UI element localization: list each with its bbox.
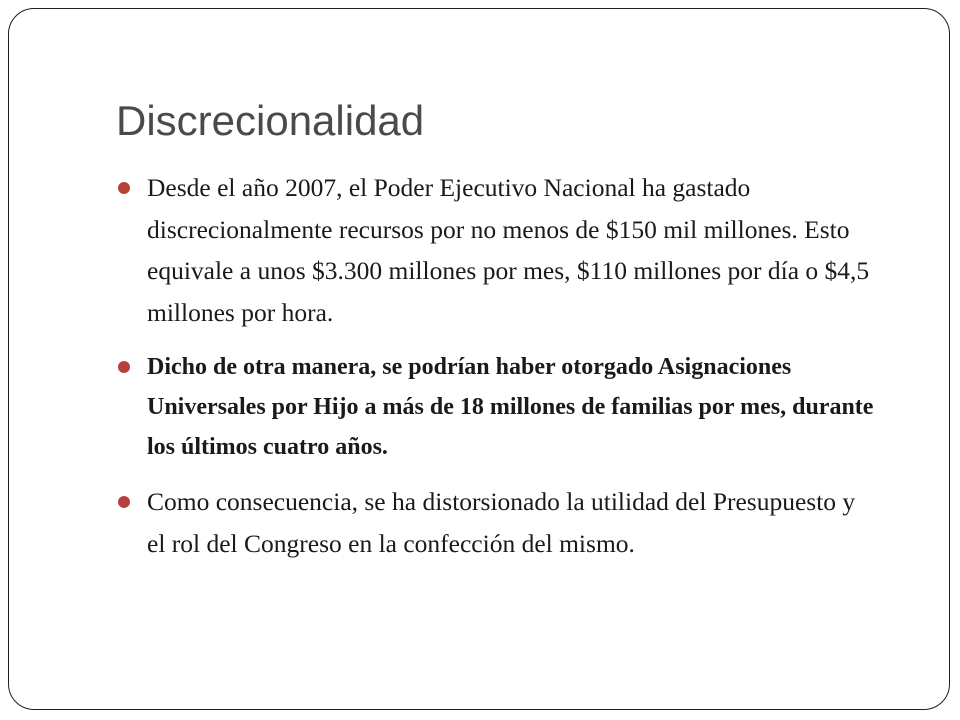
- bullet-dot-icon: [118, 496, 130, 508]
- slide-frame: [8, 8, 950, 710]
- bullet-dot-icon: [118, 182, 130, 194]
- bullet-item: [116, 347, 876, 467]
- bullet-item: [116, 167, 876, 333]
- slide-title: Discrecionalidad: [116, 97, 425, 144]
- bullet-dot-icon: [118, 361, 130, 373]
- bullet-list: [116, 167, 876, 578]
- bullet-text: Dicho de otra manera, se podrían haber otorgado Asignaciones Universales por Hijo a más de 18 millones de familias por mes, durante los últimos cuatro años.: [147, 354, 874, 460]
- bullet-item: [116, 481, 876, 564]
- bullet-text: Como consecuencia, se ha distorsionado la utilidad del Presupuesto y el rol del Congreso en la confección del mismo.: [147, 487, 856, 558]
- bullet-text: Desde el año 2007, el Poder Ejecutivo Nacional ha gastado discrecionalmente recursos por no menos de $150 mil millones. Esto equivale a unos $3.300 millones por mes, $110 millones por día o $4,5 millones por hora.: [147, 173, 870, 327]
